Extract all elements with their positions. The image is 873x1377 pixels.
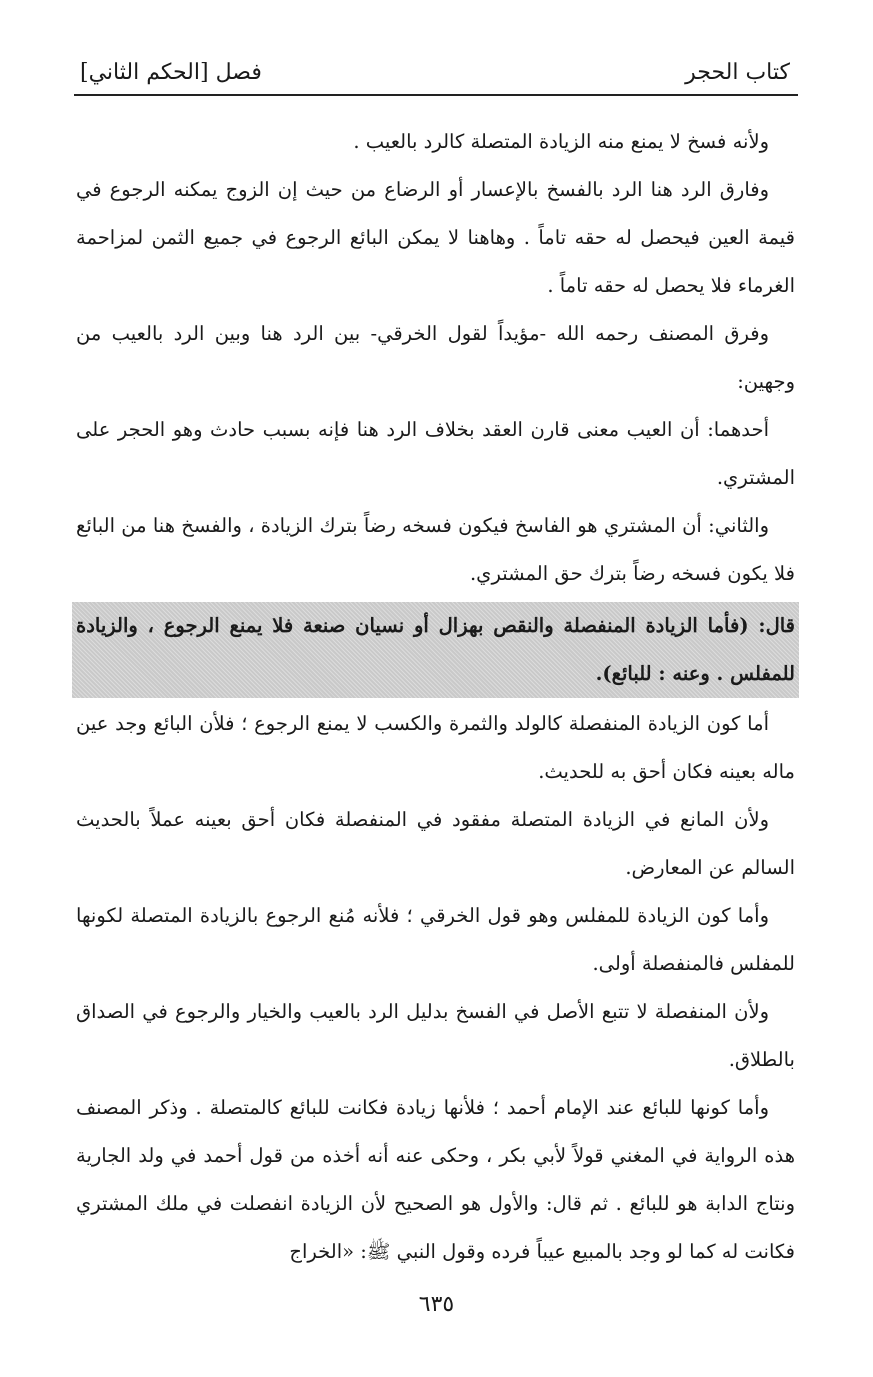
page-number: ٦٣٥ [418,1292,455,1317]
book-title: كتاب الحجر [685,60,790,85]
matn-quote: قال: (فأما الزيادة المنفصلة والنقص بهزال أو نسيان صنعة فلا يمنع الرجوع ، والزيادة للمفلس . وعنه : للبائع). [72,602,799,698]
paragraph: وفارق الرد هنا الرد بالفسخ بالإعسار أو الرضاع من حيث إن الزوج يمكنه الرجوع في قيمة العين فيحصل له حقه تاماً . وهاهنا لا يمكن البائع الرجوع في جميع الثمن لمزاحمة الغرماء فلا يحصل له حقه تاماً . [76,178,795,297]
running-header [74,52,798,96]
paragraph: ولأن المنفصلة لا تتبع الأصل في الفسخ بدليل الرد بالعيب والخيار والرجوع في الصداق بالطلاق. [76,1000,795,1071]
paragraph: أحدهما: أن العيب معنى قارن العقد بخلاف الرد هنا فإنه بسبب حادث وهو الحجر على المشتري. [76,418,795,489]
paragraph: ولأنه فسخ لا يمنع منه الزيادة المتصلة كالرد بالعيب . [353,130,769,153]
section-title: فصل [الحكم الثاني] [80,60,262,85]
paragraph: وأما كونها للبائع عند الإمام أحمد ؛ فلأنها زيادة فكانت للبائع كالمتصلة . وذكر المصنف هذه الرواية في المغني قولاً لأبي بكر ، وحكى عنه أنه أخذه من قول أحمد في ولد الجارية ونتاج الدابة هو للبائع . ثم قال: والأول هو الصحيح لأن الزيادة انفصلت في ملك المشتري فكانت له كما لو وجد بالمبيع عيباً فرده وقول النبي ﷺ: «الخراج [76,1096,795,1263]
paragraph: أما كون الزيادة المنفصلة كالولد والثمرة والكسب لا يمنع الرجوع ؛ فلأن البائع وجد عين ماله بعينه فكان أحق به للحديث. [76,712,795,783]
paragraph: وفرق المصنف رحمه الله -مؤيداً لقول الخرقي- بين الرد هنا وبين الرد بالعيب من وجهين: [76,322,795,393]
paragraph: وأما كون الزيادة للمفلس وهو قول الخرقي ؛ فلأنه مُنع الرجوع بالزيادة المتصلة لكونها للمفلس فالمنفصلة أولى. [76,904,795,975]
text-body [76,118,795,1276]
paragraph: والثاني: أن المشتري هو الفاسخ فيكون فسخه رضاً بترك الزيادة ، والفسخ هنا من البائع فلا يكون فسخه رضاً بترك حق المشتري. [76,514,795,585]
paragraph: ولأن المانع في الزيادة المتصلة مفقود في المنفصلة فكان أحق بعينه عملاً بالحديث السالم عن المعارض. [76,808,795,879]
